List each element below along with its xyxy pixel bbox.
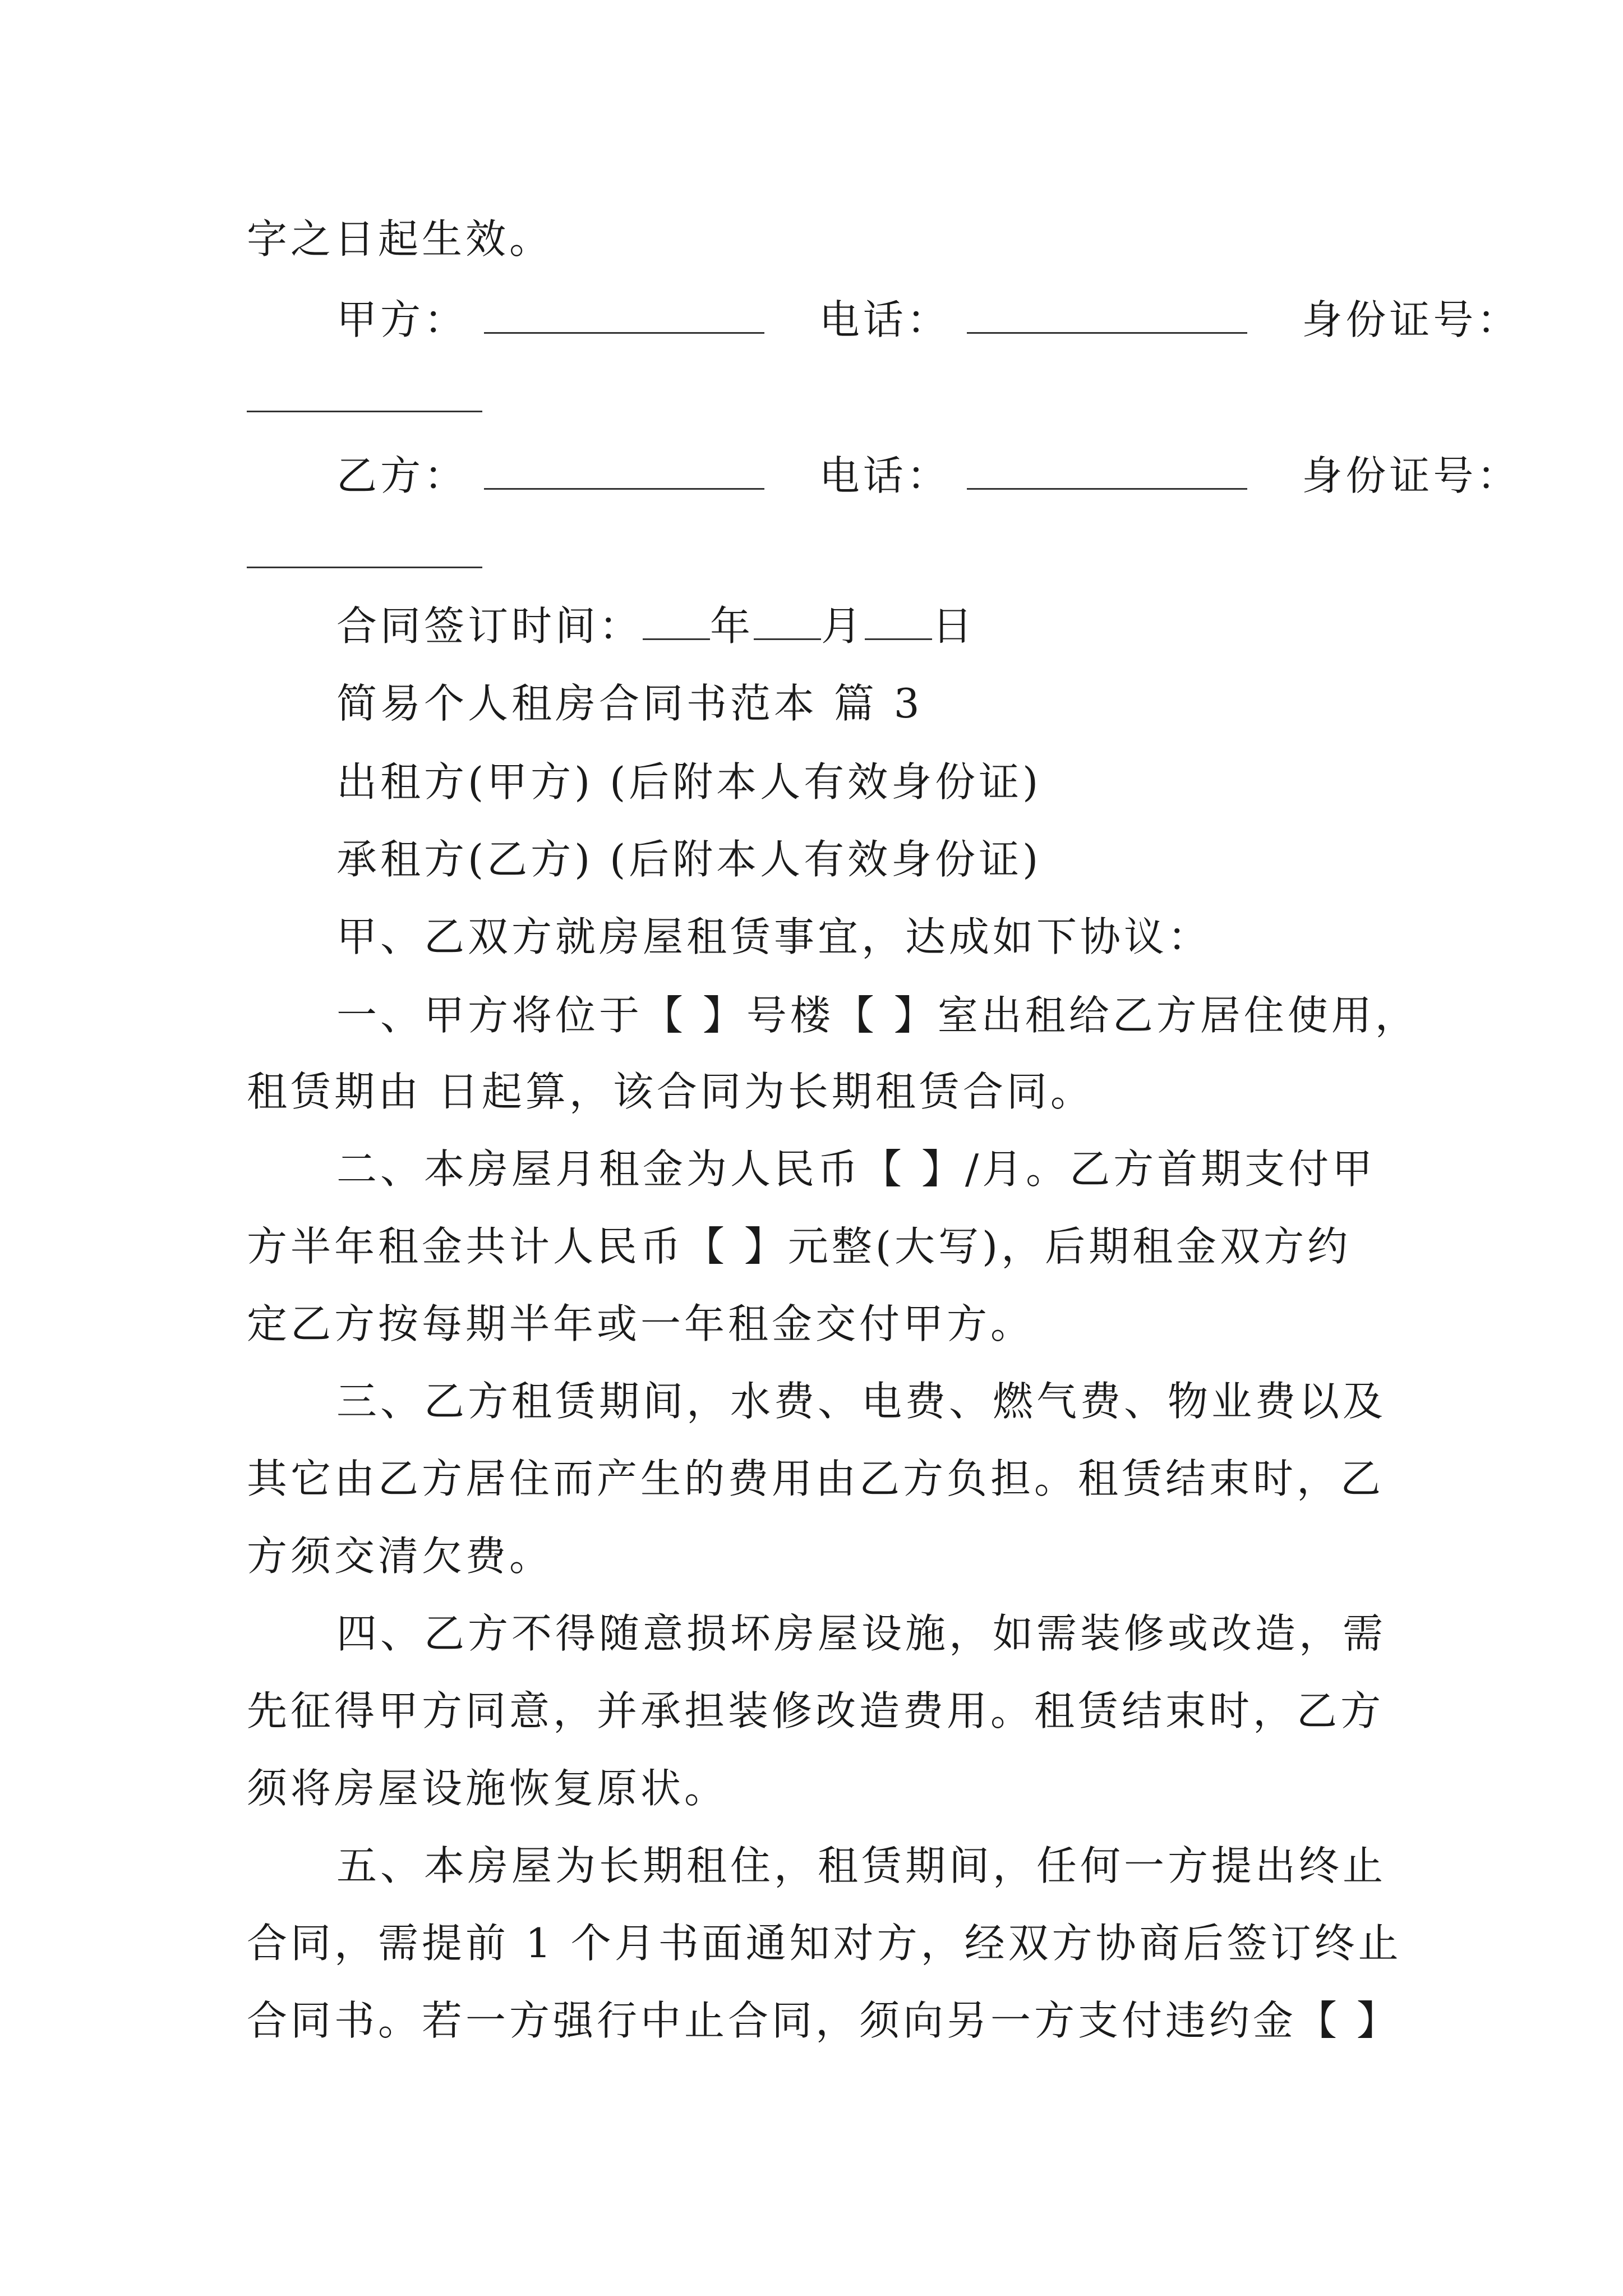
party-b-id-label: 身份证号： [1302, 452, 1521, 499]
text-line: 字之日起生效。 [247, 215, 554, 263]
clause-2-line-1: 二、本房屋月租金为人民币【 】/月。乙方首期支付甲 [336, 1145, 1376, 1193]
party-a-phone-label: 电话： [819, 296, 951, 343]
month-label: 月 [821, 602, 865, 650]
clause-5-line-2: 合同，需提前 1 个月书面通知对方，经双方协商后签订终止 [247, 1920, 1402, 1967]
clause-5-line-1: 五、本房屋为长期租住，租赁期间，任何一方提出终止 [336, 1842, 1387, 1889]
month-blank [754, 605, 821, 640]
clause-5-line-3: 合同书。若一方强行中止合同，须向另一方支付违约金【 】 [247, 1997, 1400, 2044]
party-b-row [336, 449, 1520, 503]
day-label: 日 [932, 602, 976, 650]
section-title: 简易个人租房合同书范本 篇 3 [336, 680, 923, 727]
lessee-line: 承租方(乙方) (后附本人有效身份证) [336, 836, 1042, 883]
clause-3-line-3: 方须交清欠费。 [247, 1533, 554, 1580]
party-a-id-blank [247, 411, 482, 412]
clause-4-line-1: 四、乙方不得随意损坏房屋设施，如需装修或改造，需 [336, 1610, 1387, 1657]
year-blank [643, 605, 710, 640]
clause-3-line-2: 其它由乙方居住而产生的费用由乙方负担。租赁结束时，乙 [247, 1455, 1385, 1502]
sign-date-label: 合同签订时间： [336, 602, 643, 650]
clause-1-line-2: 租赁期由 日起算，该合同为长期租赁合同。 [247, 1068, 1094, 1115]
clause-4-line-2: 先征得甲方同意，并承担装修改造费用。租赁结束时，乙方 [247, 1687, 1385, 1734]
party-a-name-blank [484, 298, 764, 334]
party-b-phone-blank [967, 454, 1247, 490]
day-blank [865, 605, 932, 640]
party-b-phone-label: 电话： [819, 452, 951, 499]
party-a-phone-blank [967, 298, 1247, 334]
party-b-id-blank [247, 567, 482, 568]
agreement-intro: 甲、乙双方就房屋租赁事宜，达成如下协议： [336, 913, 1212, 960]
party-a-id-label: 身份证号： [1302, 296, 1521, 343]
party-a-label: 甲方： [336, 296, 468, 343]
clause-3-line-1: 三、乙方租赁期间，水费、电费、燃气费、物业费以及 [336, 1378, 1387, 1425]
clause-2-line-3: 定乙方按每期半年或一年租金交付甲方。 [247, 1300, 1035, 1347]
party-a-row [336, 293, 1520, 347]
year-label: 年 [710, 602, 754, 650]
clause-4-line-3: 须将房屋设施恢复原状。 [247, 1765, 728, 1812]
party-b-name-blank [484, 454, 764, 490]
lessor-line: 出租方(甲方) (后附本人有效身份证) [336, 758, 1042, 806]
party-b-label: 乙方： [336, 452, 468, 499]
clause-1-line-1: 一、甲方将位于【 】号楼【 】室出租给乙方居住使用， [336, 992, 1419, 1039]
sign-date-row [336, 599, 976, 653]
clause-2-line-2: 方半年租金共计人民币【 】元整(大写)，后期租金双方约 [247, 1223, 1352, 1270]
